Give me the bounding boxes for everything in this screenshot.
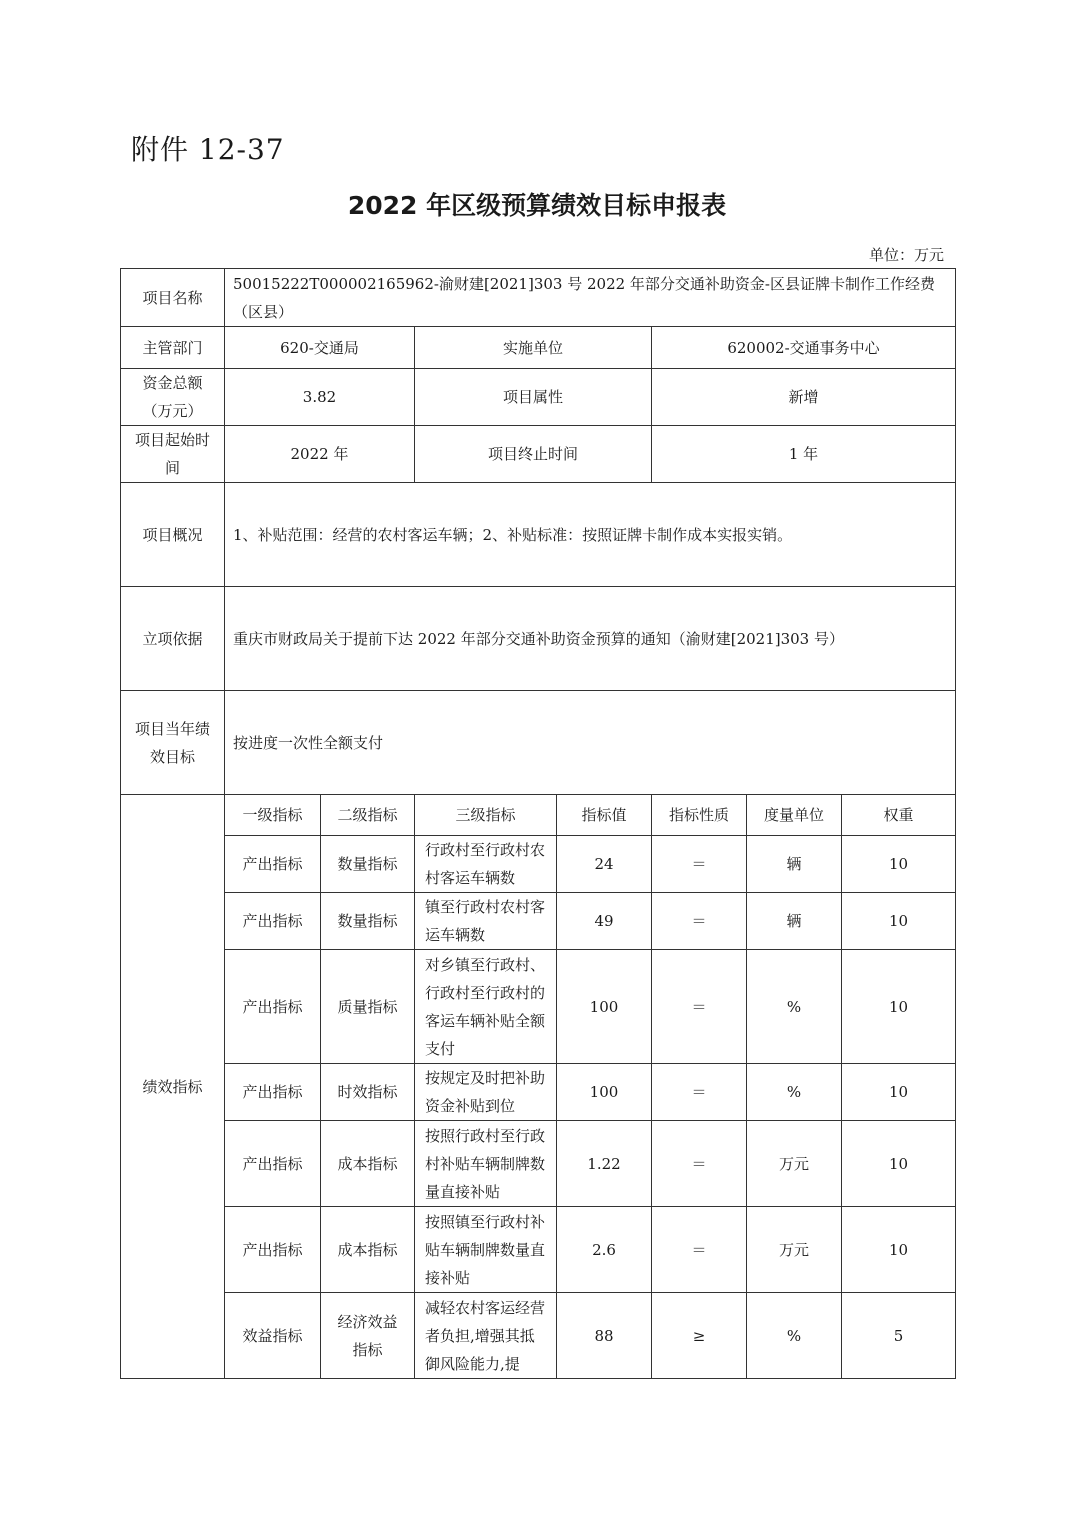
row-nature: ＝ bbox=[652, 950, 747, 1064]
start-time-value: 2022 年 bbox=[225, 426, 415, 483]
row-weight: 10 bbox=[842, 1207, 956, 1293]
row-value: 100 bbox=[557, 1064, 652, 1121]
row-fund bbox=[121, 369, 956, 426]
header-weight: 权重 bbox=[842, 795, 956, 836]
row-level3: 镇至行政村农村客运车辆数 bbox=[415, 893, 557, 950]
table-row bbox=[121, 1293, 956, 1379]
end-time-value: 1 年 bbox=[652, 426, 956, 483]
row-level1: 产出指标 bbox=[225, 950, 321, 1064]
row-unit: % bbox=[747, 1064, 842, 1121]
implementing-unit-label: 实施单位 bbox=[415, 327, 652, 369]
row-unit: % bbox=[747, 950, 842, 1064]
row-nature: ≥ bbox=[652, 1293, 747, 1379]
project-attribute-label: 项目属性 bbox=[415, 369, 652, 426]
row-unit: 万元 bbox=[747, 1207, 842, 1293]
row-weight: 10 bbox=[842, 1064, 956, 1121]
row-weight: 5 bbox=[842, 1293, 956, 1379]
header-level2: 二级指标 bbox=[321, 795, 415, 836]
row-unit: 辆 bbox=[747, 836, 842, 893]
row-level2: 经济效益指标 bbox=[321, 1293, 415, 1379]
row-level1: 产出指标 bbox=[225, 1121, 321, 1207]
row-level1: 产出指标 bbox=[225, 893, 321, 950]
row-level3: 按规定及时把补助资金补贴到位 bbox=[415, 1064, 557, 1121]
header-unit: 度量单位 bbox=[747, 795, 842, 836]
row-level1: 产出指标 bbox=[225, 1064, 321, 1121]
project-name-value: 50015222T000002165962-渝财建[2021]303 号 2022 年部分交通补助资金-区县证牌卡制作工作经费（区县） bbox=[225, 269, 956, 327]
row-level2: 数量指标 bbox=[321, 893, 415, 950]
table-row bbox=[121, 1207, 956, 1293]
header-nature: 指标性质 bbox=[652, 795, 747, 836]
row-level3: 按照镇至行政村补贴车辆制牌数量直接补贴 bbox=[415, 1207, 557, 1293]
row-level2: 数量指标 bbox=[321, 836, 415, 893]
row-unit: 万元 bbox=[747, 1121, 842, 1207]
indicator-header-row bbox=[121, 795, 956, 836]
row-project-name bbox=[121, 269, 956, 327]
row-level1: 产出指标 bbox=[225, 1207, 321, 1293]
row-overview bbox=[121, 483, 956, 587]
row-department bbox=[121, 327, 956, 369]
table-row bbox=[121, 950, 956, 1064]
attachment-number: 附件 12-37 bbox=[131, 133, 285, 166]
row-level3: 减轻农村客运经营者负担,增强其抵御风险能力,提 bbox=[415, 1293, 557, 1379]
row-level2: 质量指标 bbox=[321, 950, 415, 1064]
row-time bbox=[121, 426, 956, 483]
row-level1: 效益指标 bbox=[225, 1293, 321, 1379]
row-goal bbox=[121, 691, 956, 795]
overview-value: 1、补贴范围：经营的农村客运车辆；2、补贴标准：按照证牌卡制作成本实报实销。 bbox=[225, 483, 956, 587]
row-nature: ＝ bbox=[652, 1121, 747, 1207]
department-label: 主管部门 bbox=[121, 327, 225, 369]
table-row bbox=[121, 1064, 956, 1121]
goal-label: 项目当年绩效目标 bbox=[121, 691, 225, 795]
row-unit: % bbox=[747, 1293, 842, 1379]
project-name-label: 项目名称 bbox=[121, 269, 225, 327]
table-row bbox=[121, 836, 956, 893]
row-basis bbox=[121, 587, 956, 691]
project-attribute-value: 新增 bbox=[652, 369, 956, 426]
header-value: 指标值 bbox=[557, 795, 652, 836]
row-weight: 10 bbox=[842, 893, 956, 950]
row-nature: ＝ bbox=[652, 893, 747, 950]
row-value: 24 bbox=[557, 836, 652, 893]
row-level2: 成本指标 bbox=[321, 1207, 415, 1293]
basis-label: 立项依据 bbox=[121, 587, 225, 691]
row-value: 100 bbox=[557, 950, 652, 1064]
row-weight: 10 bbox=[842, 1121, 956, 1207]
indicators-section-label: 绩效指标 bbox=[121, 795, 225, 1379]
fund-total-label: 资金总额（万元） bbox=[121, 369, 225, 426]
row-value: 2.6 bbox=[557, 1207, 652, 1293]
row-level3: 按照行政村至行政村补贴车辆制牌数量直接补贴 bbox=[415, 1121, 557, 1207]
end-time-label: 项目终止时间 bbox=[415, 426, 652, 483]
row-weight: 10 bbox=[842, 950, 956, 1064]
row-level2: 时效指标 bbox=[321, 1064, 415, 1121]
row-value: 1.22 bbox=[557, 1121, 652, 1207]
row-level3: 对乡镇至行政村、行政村至行政村的客运车辆补贴全额支付 bbox=[415, 950, 557, 1064]
department-value: 620-交通局 bbox=[225, 327, 415, 369]
row-nature: ＝ bbox=[652, 836, 747, 893]
unit-note: 单位：万元 bbox=[868, 246, 944, 264]
budget-performance-table bbox=[120, 268, 956, 1379]
overview-label: 项目概况 bbox=[121, 483, 225, 587]
table-row bbox=[121, 1121, 956, 1207]
table-row bbox=[121, 893, 956, 950]
row-level1: 产出指标 bbox=[225, 836, 321, 893]
fund-total-value: 3.82 bbox=[225, 369, 415, 426]
goal-value: 按进度一次性全额支付 bbox=[225, 691, 956, 795]
row-value: 49 bbox=[557, 893, 652, 950]
header-level1: 一级指标 bbox=[225, 795, 321, 836]
row-weight: 10 bbox=[842, 836, 956, 893]
row-nature: ＝ bbox=[652, 1064, 747, 1121]
start-time-label: 项目起始时间 bbox=[121, 426, 225, 483]
row-nature: ＝ bbox=[652, 1207, 747, 1293]
row-value: 88 bbox=[557, 1293, 652, 1379]
header-level3: 三级指标 bbox=[415, 795, 557, 836]
row-level2: 成本指标 bbox=[321, 1121, 415, 1207]
row-unit: 辆 bbox=[747, 893, 842, 950]
page-title: 2022 年区级预算绩效目标申报表 bbox=[347, 191, 727, 220]
implementing-unit-value: 620002-交通事务中心 bbox=[652, 327, 956, 369]
row-level3: 行政村至行政村农村客运车辆数 bbox=[415, 836, 557, 893]
basis-value: 重庆市财政局关于提前下达 2022 年部分交通补助资金预算的通知（渝财建[2021]303 号） bbox=[225, 587, 956, 691]
